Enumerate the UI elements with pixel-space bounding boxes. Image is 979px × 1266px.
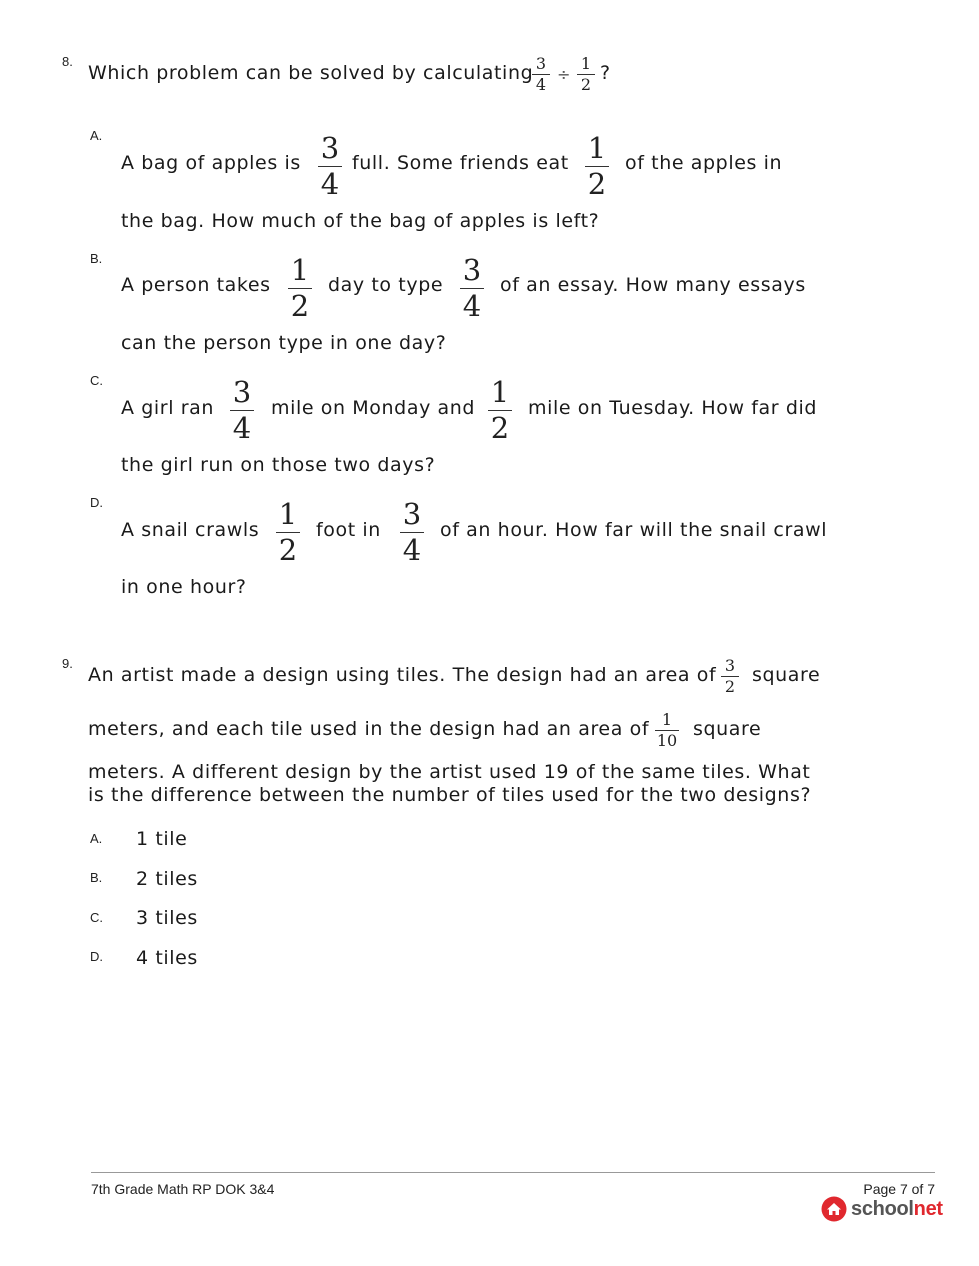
page-number: Page 7 of 7 (863, 1181, 935, 1197)
house-icon (821, 1196, 847, 1222)
choice-label: A. (90, 128, 103, 143)
choice-text: A bag of apples is (121, 152, 301, 174)
footer-title: 7th Grade Math RP DOK 3&4 (91, 1181, 275, 1197)
choice-text: day to type (328, 274, 444, 296)
choice-label: D. (90, 949, 103, 964)
fraction: 3 4 (459, 256, 485, 321)
choice-text: 2 tiles (136, 868, 198, 890)
choice-text: A person takes (121, 274, 271, 296)
choice-text: of an hour. How far will the snail crawl (440, 519, 828, 541)
choice-label: B. (90, 251, 103, 266)
question-mark: ? (600, 62, 611, 84)
fraction: 1 2 (487, 378, 513, 443)
choice-text: in one hour? (121, 576, 247, 598)
question-stem: square (752, 664, 821, 686)
fraction: 1 2 (275, 500, 301, 565)
choice-text: can the person type in one day? (121, 332, 447, 354)
choice-text: A girl ran (121, 397, 215, 419)
question-number: 9. (62, 656, 73, 671)
choice-text: foot in (316, 519, 381, 541)
question-stem: Which problem can be solved by calculating (88, 62, 534, 84)
choice-text: the girl run on those two days? (121, 454, 436, 476)
choice-label: C. (90, 910, 103, 925)
fraction: 1 2 (575, 56, 597, 93)
question-stem: square (693, 718, 762, 740)
choice-label: D. (90, 495, 103, 510)
fraction: 3 4 (530, 56, 552, 93)
fraction: 3 4 (317, 134, 343, 199)
fraction: 1 2 (584, 134, 610, 199)
fraction: 3 4 (399, 500, 425, 565)
choice-label: C. (90, 373, 103, 388)
choice-text: of the apples in (625, 152, 783, 174)
choice-text: 4 tiles (136, 947, 198, 969)
fraction: 1 2 (287, 256, 313, 321)
fraction: 3 2 (719, 658, 741, 695)
question-number: 8. (62, 54, 73, 69)
divide-sign: ÷ (557, 65, 572, 84)
choice-text: mile on Monday and (271, 397, 476, 419)
choice-text: 3 tiles (136, 907, 198, 929)
logo-text-school: school (851, 1197, 914, 1220)
choice-text: A snail crawls (121, 519, 260, 541)
choice-text: the bag. How much of the bag of apples is left? (121, 210, 600, 232)
question-stem: An artist made a design using tiles. The design had an area of (88, 664, 717, 686)
schoolnet-logo (821, 1196, 943, 1222)
choice-text: of an essay. How many essays (500, 274, 806, 296)
fraction: 3 4 (229, 378, 255, 443)
fraction: 1 10 (656, 710, 678, 750)
logo-text-net: net (913, 1197, 943, 1220)
question-stem: meters, and each tile used in the design had an area of (88, 718, 650, 740)
footer-divider (91, 1172, 935, 1173)
choice-label: B. (90, 870, 103, 885)
choice-text: mile on Tuesday. How far did (528, 397, 818, 419)
choice-text: full. Some friends eat (352, 152, 569, 174)
choice-label: A. (90, 831, 103, 846)
question-stem: is the difference between the number of tiles used for the two designs? (88, 784, 812, 806)
question-stem: meters. A different design by the artist used 19 of the same tiles. What (88, 761, 811, 783)
choice-text: 1 tile (136, 828, 188, 850)
